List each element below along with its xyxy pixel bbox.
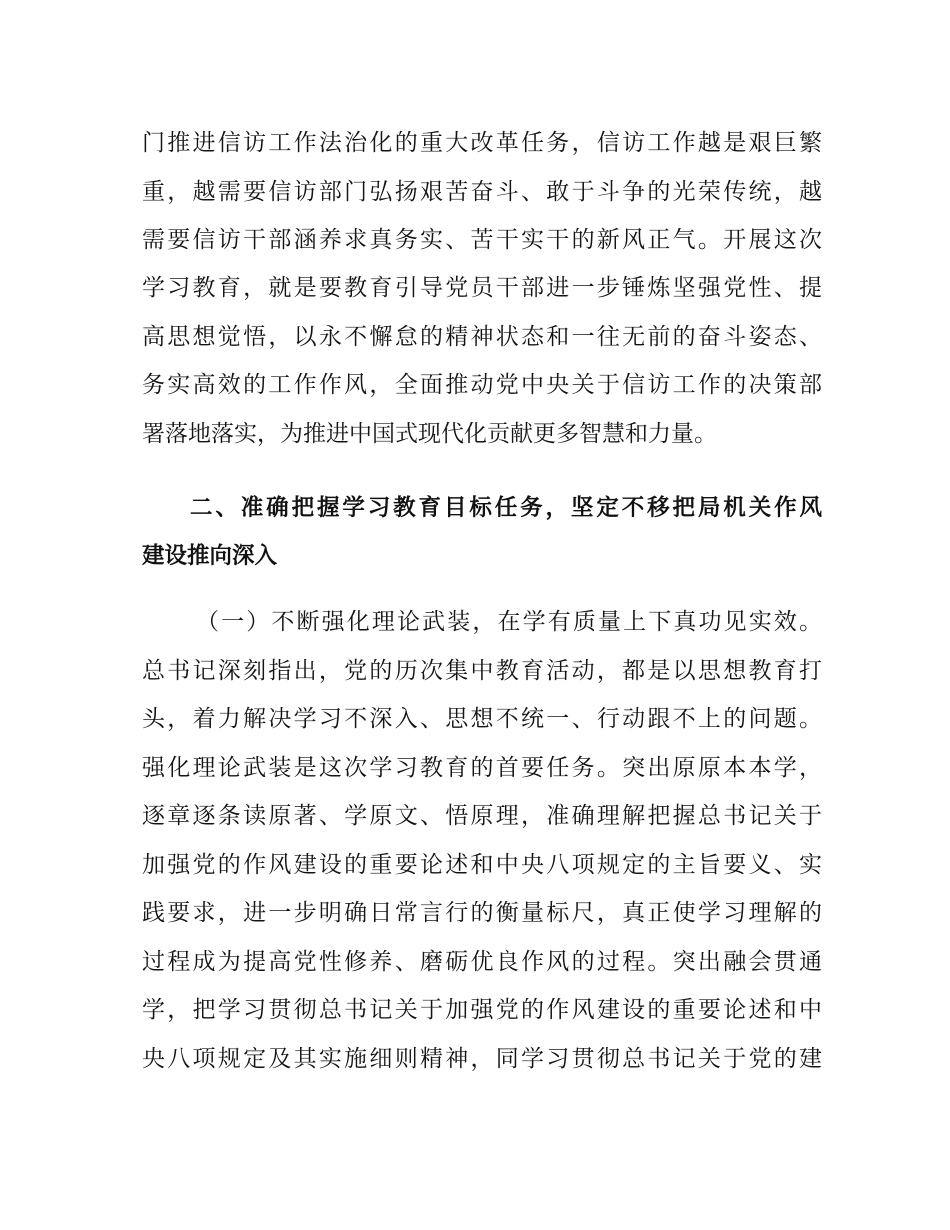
paragraph-line: 重，越需要信访部门弘扬艰苦奋斗、敢于斗争的光荣传统，越 [142, 179, 822, 205]
paragraph-line: 署落地落实，为推进中国式现代化贡献更多智慧和力量。 [142, 421, 717, 447]
paragraph-line: 门推进信访工作法治化的重大改革任务，信访工作越是艰巨繁 [142, 130, 822, 156]
paragraph-line: 总书记深刻指出，党的历次集中教育活动，都是以思想教育打 [142, 658, 822, 684]
paragraph-line: 头，着力解决学习不深入、思想不统一、行动跟不上的问题。 [142, 706, 822, 732]
paragraph-line: 强化理论武装是这次学习教育的首要任务。突出原原本本学， [142, 755, 822, 781]
heading-line: 二、准确把握学习教育目标任务，坚定不移把局机关作风 [190, 495, 822, 521]
paragraph-line: 学习教育，就是要教育引导党员干部进一步锤炼坚强党性、提 [142, 275, 822, 301]
paragraph-line: 务实高效的工作作风，全面推动党中央关于信访工作的决策部 [142, 372, 822, 398]
paragraph-line: （一）不断强化理论武装，在学有质量上下真功见实效。 [196, 609, 822, 635]
paragraph-line: 加强党的作风建设的重要论述和中央八项规定的主旨要义、实 [142, 852, 822, 878]
paragraph-line: 央八项规定及其实施细则精神，同学习贯彻总书记关于党的建 [142, 1046, 822, 1072]
paragraph-line: 过程成为提高党性修养、磨砺优良作风的过程。突出融会贯通 [142, 949, 822, 975]
paragraph-line: 践要求，进一步明确日常言行的衡量标尺，真正使学习理解的 [142, 900, 822, 926]
heading-line: 建设推向深入 [142, 543, 278, 569]
paragraph-line: 逐章逐条读原著、学原文、悟原理，准确理解把握总书记关于 [142, 803, 822, 829]
paragraph-line: 学，把学习贯彻总书记关于加强党的作风建设的重要论述和中 [142, 997, 822, 1023]
paragraph-line: 需要信访干部涵养求真务实、苦干实干的新风正气。开展这次 [142, 227, 822, 253]
paragraph-line: 高思想觉悟，以永不懈怠的精神状态和一往无前的奋斗姿态、 [142, 324, 822, 350]
